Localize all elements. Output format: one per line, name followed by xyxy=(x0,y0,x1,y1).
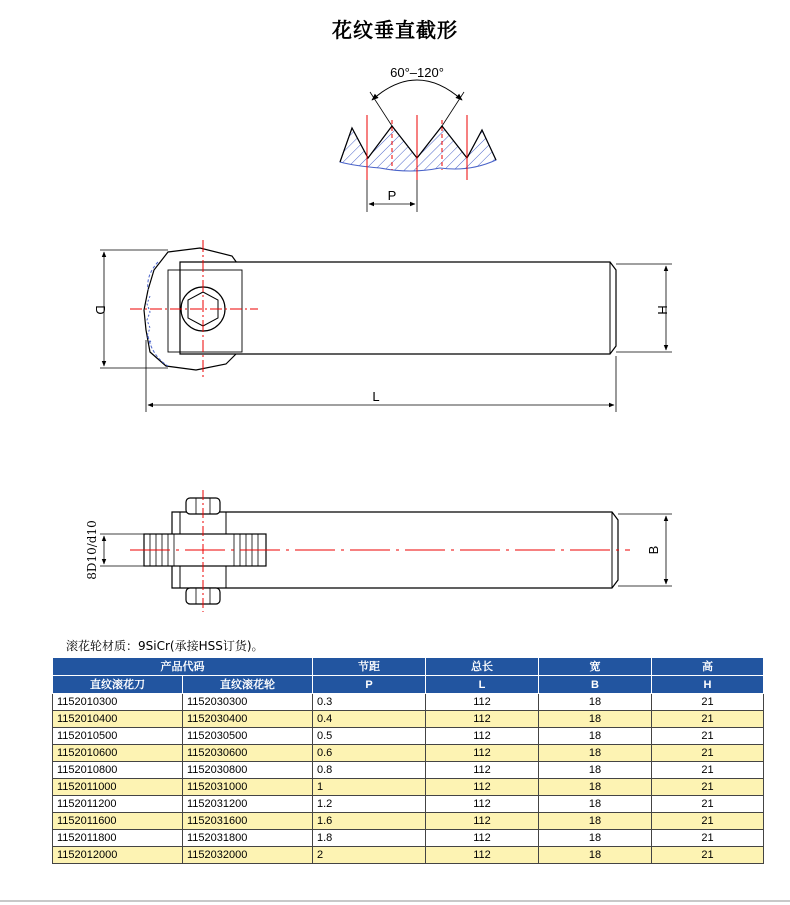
table-cell: 1152010800 xyxy=(53,762,183,779)
table-cell: 1152032000 xyxy=(183,847,313,864)
subheader-knurl-wheel: 直纹滚花轮 xyxy=(183,676,313,694)
table-cell: 112 xyxy=(426,762,539,779)
table-cell: 112 xyxy=(426,813,539,830)
table-cell: 1152010500 xyxy=(53,728,183,745)
table-row xyxy=(53,728,764,745)
spec-table xyxy=(52,657,764,864)
table-cell: 1152011200 xyxy=(53,796,183,813)
table-cell: 21 xyxy=(652,779,764,796)
height-label: H xyxy=(655,305,670,315)
table-cell: 1152012000 xyxy=(53,847,183,864)
table-cell: 0.4 xyxy=(313,711,426,728)
width-label: B xyxy=(646,545,661,555)
table-cell: 21 xyxy=(652,762,764,779)
table-cell: 112 xyxy=(426,830,539,847)
header-width: 宽 xyxy=(539,658,652,676)
knurl-profile-detail xyxy=(340,65,496,212)
table-cell: 1152010300 xyxy=(53,694,183,711)
table-cell: 18 xyxy=(539,762,652,779)
subheader-h: H xyxy=(652,676,764,694)
table-cell: 18 xyxy=(539,711,652,728)
material-note: 滚花轮材质：9SiCr(承接HSS订货)。 xyxy=(66,639,264,653)
table-cell: 2 xyxy=(313,847,426,864)
table-cell: 1152030600 xyxy=(183,745,313,762)
table-cell: 1152031000 xyxy=(183,779,313,796)
table-cell: 18 xyxy=(539,796,652,813)
tool-side-view xyxy=(85,490,672,612)
table-cell: 21 xyxy=(652,796,764,813)
angle-label: 60°–120° xyxy=(390,65,444,80)
table-row xyxy=(53,779,764,796)
table-row xyxy=(53,694,764,711)
table-cell: 21 xyxy=(652,694,764,711)
table-cell: 21 xyxy=(652,813,764,830)
table-cell: 21 xyxy=(652,728,764,745)
table-cell: 1152011000 xyxy=(53,779,183,796)
table-cell: 0.6 xyxy=(313,745,426,762)
table-cell: 112 xyxy=(426,728,539,745)
subheader-knurl-tool: 直纹滚花刀 xyxy=(53,676,183,694)
header-product-code: 产品代码 xyxy=(53,658,313,676)
table-cell: 112 xyxy=(426,847,539,864)
table-row xyxy=(53,847,764,864)
table-cell: 112 xyxy=(426,745,539,762)
table-cell: 1152030300 xyxy=(183,694,313,711)
table-row xyxy=(53,745,764,762)
table-cell: 1152011600 xyxy=(53,813,183,830)
table-cell: 1.6 xyxy=(313,813,426,830)
table-cell: 1152031800 xyxy=(183,830,313,847)
subheader-l: L xyxy=(426,676,539,694)
bore-label: 8D10/d10 xyxy=(85,520,99,580)
table-cell: 1 xyxy=(313,779,426,796)
length-label: L xyxy=(372,389,380,404)
bottom-divider xyxy=(0,900,790,902)
table-cell: 0.8 xyxy=(313,762,426,779)
table-cell: 1152030800 xyxy=(183,762,313,779)
table-cell: 18 xyxy=(539,694,652,711)
table-cell: 1152011800 xyxy=(53,830,183,847)
table-cell: 18 xyxy=(539,830,652,847)
table-cell: 112 xyxy=(426,711,539,728)
header-length: 总长 xyxy=(426,658,539,676)
table-cell: 18 xyxy=(539,813,652,830)
table-cell: 21 xyxy=(652,847,764,864)
table-row xyxy=(53,830,764,847)
table-cell: 0.5 xyxy=(313,728,426,745)
table-row xyxy=(53,796,764,813)
header-pitch: 节距 xyxy=(313,658,426,676)
table-cell: 21 xyxy=(652,830,764,847)
table-cell: 21 xyxy=(652,711,764,728)
subheader-b: B xyxy=(539,676,652,694)
page-title: 花纹垂直截形 xyxy=(332,18,458,42)
pitch-label: P xyxy=(387,188,397,203)
table-cell: 1152010600 xyxy=(53,745,183,762)
table-cell: 112 xyxy=(426,796,539,813)
table-cell: 18 xyxy=(539,728,652,745)
table-row xyxy=(53,762,764,779)
table-cell: 1.2 xyxy=(313,796,426,813)
header-height: 高 xyxy=(652,658,764,676)
table-row xyxy=(53,711,764,728)
table-cell: 1152030500 xyxy=(183,728,313,745)
table-cell: 1.8 xyxy=(313,830,426,847)
table-cell: 112 xyxy=(426,779,539,796)
table-cell: 21 xyxy=(652,745,764,762)
table-cell: 1152031200 xyxy=(183,796,313,813)
tool-front-view xyxy=(93,240,672,412)
table-cell: 112 xyxy=(426,694,539,711)
diameter-label: D xyxy=(93,305,108,315)
table-row xyxy=(53,813,764,830)
table-cell: 18 xyxy=(539,745,652,762)
table-cell: 18 xyxy=(539,779,652,796)
table-cell: 1152030400 xyxy=(183,711,313,728)
table-cell: 0.3 xyxy=(313,694,426,711)
table-cell: 1152010400 xyxy=(53,711,183,728)
table-cell: 18 xyxy=(539,847,652,864)
table-cell: 1152031600 xyxy=(183,813,313,830)
subheader-p: P xyxy=(313,676,426,694)
